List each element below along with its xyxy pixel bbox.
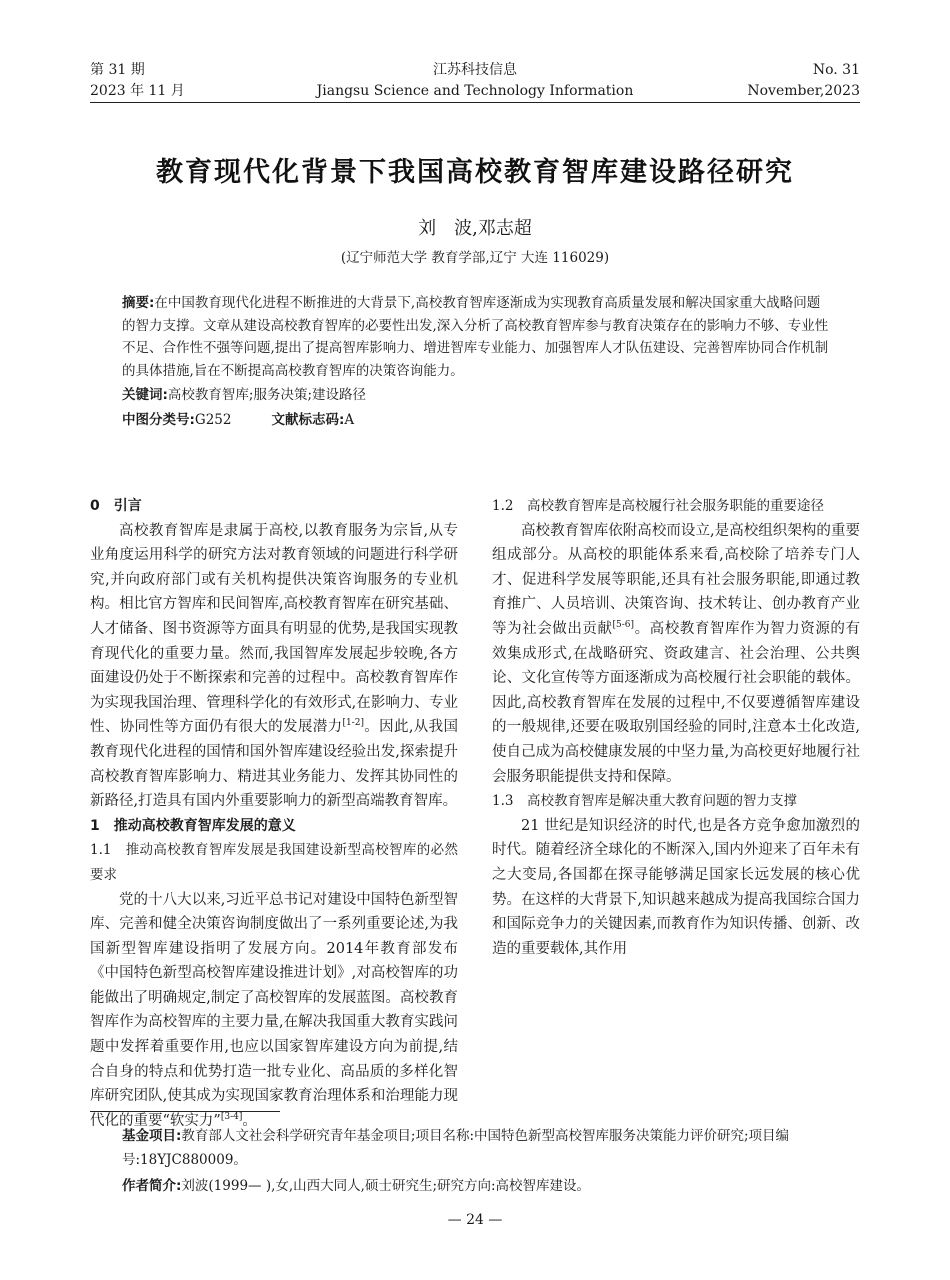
section-1-3-paragraph: 21 世纪是知识经济的时代,也是各方竞争愈加激烈的时代。随着经济全球化的不断深入,国内外迎来了百年未有之大变局,各国都在探寻能够满足国家长远发展的核心优势。在这样的大背景下,知识越来越成为提高我国综合国力和国际竞争力的关键因素,而教育作为知识传播、创新、改造的重要载体,其作用 [492, 817, 860, 957]
running-header [90, 60, 860, 102]
section-0-heading: 0 引言 [90, 498, 142, 514]
section-0-paragraph: 高校教育智库是隶属于高校,以教育服务为宗旨,从专业角度运用科学的研究方法对教育领域的问题进行科学研究,并向政府部门或有关机构提供决策咨询服务的专业机构。相比官方智库和民间智库,高校教育智库在研究基础、人才储备、图书资源等方面具有明显的优势,是我国实现教育现代化的重要力量。然而,我国智库发展起步较晚,各方面建设仍处于不断探索和完善的过程中。高校教育智库作为实现我国治理、管理科学化的有效形式,在影响力、专业性、协同性等方面仍有很大的发展潜力[1-2]。因此,从我国教育现代化进程的国情和国外智库建设经验出发,探索提升高校教育智库影响力、精进其业务能力、发挥其协同性的新路径,打造具有国内外重要影响力的新型高端教育智库。 [90, 522, 459, 810]
header-center [90, 60, 860, 102]
fund-label: 基金项目: [122, 1128, 182, 1144]
footnote-block [122, 1124, 832, 1198]
page-number: — 24 — [447, 1212, 503, 1228]
paper-authors: 刘 波,邓志超 [418, 218, 532, 239]
issue-cn: 第 31 期 [90, 62, 145, 78]
abstract-text: 在中国教育现代化进程不断推进的大背景下,高校教育智库逐渐成为实现教育高质量发展和解决国家重大战略问题的智力支撑。文章从建设高校教育智库的必要性出发,深入分析了高校教育智库参与教育决策存在的影响力不够、专业性不足、合作性不强等问题,提出了提高智库影响力、增进智库专业能力、加强智库人才队伍建设、完善智库协同合作机制的具体措施,旨在不断提高高校教育智库的决策咨询能力。 [122, 295, 829, 379]
author-affiliation: (辽宁师范大学 教育学部,辽宁 大连 116029) [340, 250, 610, 266]
abstract-paragraph [122, 292, 832, 382]
section-1-3-heading: 1.3 高校教育智库是解决重大教育问题的智力支撑 [492, 793, 797, 810]
doc-code-label: 文献标志码: [271, 411, 345, 428]
body-column-right [492, 494, 860, 961]
author-note-text: 刘波(1999— ),女,山西大同人,硕士研究生;研究方向:高校智库建设。 [181, 1178, 591, 1194]
fund-note [122, 1124, 832, 1172]
section-1-2-paragraph: 高校教育智库依附高校而设立,是高校组织架构的重要组成部分。从高校的职能体系来看,高校除了培养专门人才、促进科学发展等职能,还具有社会服务职能,即通过教育推广、人员培训、决策咨询、技术转让、创办教育产业等为社会做出贡献[5-6]。高校教育智库作为智力资源的有效集成形式,在战略研究、资政建言、社会治理、公共舆论、文化宣传等方面逐渐成为高校履行社会职能的载体。因此,高校教育智库在发展的过程中,不仅要遵循智库建设的一般规律,还要在吸取别国经验的同时,注意本土化改造,使自己成为高校健康发展的中坚力量,为高校更好地履行社会服务职能提供支持和保障。 [492, 522, 860, 785]
keywords-label: 关键词: [122, 387, 168, 403]
clc-label: 中图分类号: [122, 411, 195, 428]
paper-title: 教育现代化背景下我国高校教育智库建设路径研究 [156, 157, 794, 188]
classification-line [122, 409, 832, 432]
date-en: November,2023 [747, 83, 860, 99]
header-rule [90, 102, 860, 103]
journal-name-en: Jiangsu Science and Technology Information [316, 83, 634, 99]
author-note-label: 作者简介: [122, 1178, 182, 1194]
keywords-text: 高校教育智库;服务决策;建设路径 [167, 387, 367, 403]
journal-name-cn: 江苏科技信息 [433, 62, 517, 78]
fund-text: 教育部人文社会科学研究青年基金项目;项目名称:中国特色新型高校智库服务决策能力评价研究;项目编号:18YJC880009。 [122, 1128, 790, 1168]
clc-value: G252 [194, 411, 232, 428]
issue-en: No. 31 [812, 62, 860, 78]
doc-code-value: A [344, 411, 355, 428]
body-column-left [90, 494, 458, 1133]
author-note [122, 1174, 832, 1198]
date-cn: 2023 年 11 月 [90, 83, 185, 99]
keywords-line [122, 384, 832, 407]
header-right [747, 60, 860, 102]
abstract-block [122, 292, 832, 431]
footnote-rule [90, 1111, 280, 1112]
section-1-2-heading: 1.2 高校教育智库是高校履行社会服务职能的重要途径 [492, 498, 824, 514]
citation-3-4: [3-4] [220, 1112, 243, 1123]
abstract-label: 摘要: [122, 295, 155, 311]
section-1-heading: 1 推动高校教育智库发展的意义 [90, 817, 296, 834]
citation-1-2: [1-2] [342, 718, 364, 729]
citation-5-6: [5-6] [612, 620, 635, 631]
section-1-1-heading: 1.1 推动高校教育智库发展是我国建设新型高校智库的必然要求 [90, 842, 458, 883]
section-1-1-paragraph: 党的十八大以来,习近平总书记对建设中国特色新型智库、完善和健全决策咨询制度做出了一系列重要论述,为我国新型智库建设指明了发展方向。2014年教育部发布《中国特色新型高校智库建设推进计划》,对高校智库的功能做出了明确规定,制定了高校智库的发展蓝图。高校教育智库作为高校智库的主要力量,在解决我国重大教育实践问题中发挥着重要作用,也应以国家智库建设方向为前提,结合自身的特点和优势打造一批专业化、高品质的多样化智库研究团队,使其成为实现国家教育治理体系和治理能力现代化的重要“软实力”[3-4]。 [90, 891, 458, 1129]
